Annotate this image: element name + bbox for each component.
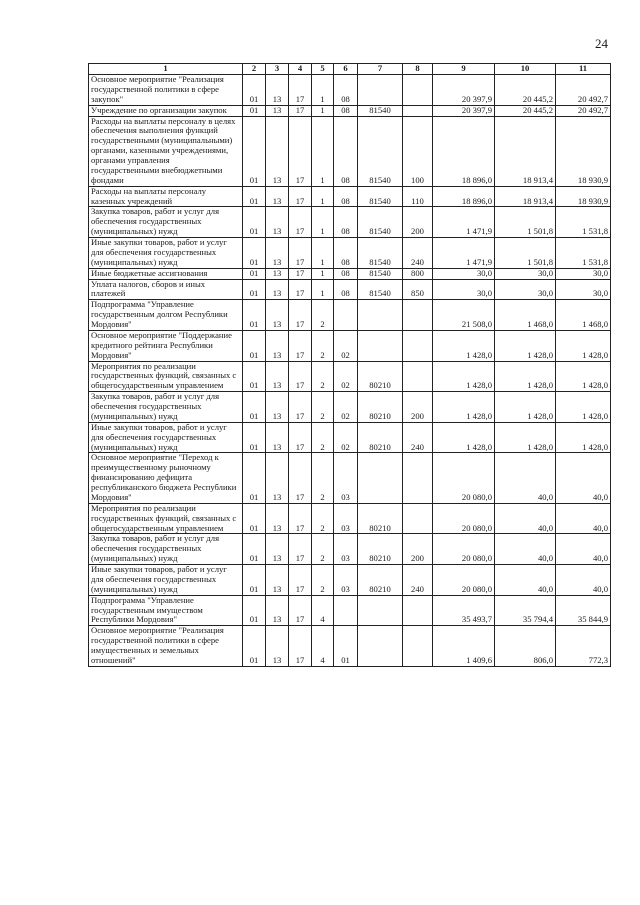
page-number: 24	[595, 36, 608, 51]
row-name-cell: Мероприятия по реализации государственных функций, связанных с общегосударственным управлением	[89, 361, 243, 392]
row-name-cell: Иные закупки товаров, работ и услуг для обеспечения государственных (муниципальных) нужд	[89, 422, 243, 453]
kbk-measure-cell: 08	[334, 268, 358, 279]
kbk-expense-type-cell	[403, 503, 433, 534]
amount-year-2-cell: 1 468,0	[495, 300, 556, 331]
row-name-cell: Иные закупки товаров, работ и услуг для обеспечения государственных (муниципальных) нужд	[89, 565, 243, 596]
amount-year-3-cell: 18 930,9	[556, 116, 611, 186]
amount-year-2-cell: 40,0	[495, 503, 556, 534]
kbk-direction-cell: 80210	[358, 503, 403, 534]
amount-year-3-cell: 1 428,0	[556, 361, 611, 392]
kbk-section-cell: 01	[243, 330, 266, 361]
kbk-direction-cell	[358, 626, 403, 667]
amount-year-3-cell: 1 428,0	[556, 392, 611, 423]
kbk-direction-cell: 80210	[358, 422, 403, 453]
kbk-subprogram-cell: 1	[312, 75, 334, 106]
row-name-cell: Иные бюджетные ассигнования	[89, 268, 243, 279]
amount-year-1-cell: 1 471,9	[433, 238, 495, 269]
amount-year-1-cell: 20 080,0	[433, 503, 495, 534]
kbk-section-cell: 01	[243, 238, 266, 269]
kbk-direction-cell: 80210	[358, 361, 403, 392]
amount-year-3-cell: 40,0	[556, 453, 611, 503]
amount-year-3-cell: 1 531,8	[556, 238, 611, 269]
kbk-program-cell: 17	[289, 453, 312, 503]
kbk-expense-type-cell: 240	[403, 238, 433, 269]
amount-year-1-cell: 1 428,0	[433, 361, 495, 392]
row-name-cell: Подпрограмма "Управление государственным долгом Республики Мордовия"	[89, 300, 243, 331]
kbk-subsection-cell: 13	[266, 361, 289, 392]
kbk-program-cell: 17	[289, 116, 312, 186]
kbk-expense-type-cell	[403, 330, 433, 361]
kbk-section-cell: 01	[243, 534, 266, 565]
kbk-expense-type-cell	[403, 105, 433, 116]
amount-year-2-cell: 1 501,8	[495, 238, 556, 269]
table-row	[89, 392, 611, 423]
amount-year-1-cell: 21 508,0	[433, 300, 495, 331]
amount-year-2-cell: 1 428,0	[495, 392, 556, 423]
row-name-cell: Расходы на выплаты персоналу в целях обеспечения выполнения функций государственными (муниципальными) органами, казенными учреждениями, органами управления государственными внебюджетными фондами	[89, 116, 243, 186]
column-header: 9	[433, 64, 495, 75]
amount-year-3-cell: 18 930,9	[556, 186, 611, 207]
kbk-subsection-cell: 13	[266, 453, 289, 503]
kbk-section-cell: 01	[243, 300, 266, 331]
kbk-subprogram-cell: 4	[312, 626, 334, 667]
row-name-cell: Учреждение по организации закупок	[89, 105, 243, 116]
kbk-subsection-cell: 13	[266, 186, 289, 207]
row-name-cell: Иные закупки товаров, работ и услуг для обеспечения государственных (муниципальных) нужд	[89, 238, 243, 269]
kbk-direction-cell: 80210	[358, 565, 403, 596]
kbk-expense-type-cell	[403, 595, 433, 626]
kbk-direction-cell: 80210	[358, 534, 403, 565]
kbk-program-cell: 17	[289, 595, 312, 626]
kbk-program-cell: 17	[289, 279, 312, 300]
amount-year-1-cell: 35 493,7	[433, 595, 495, 626]
kbk-subprogram-cell: 1	[312, 268, 334, 279]
kbk-expense-type-cell: 200	[403, 392, 433, 423]
kbk-measure-cell: 03	[334, 503, 358, 534]
table-row	[89, 105, 611, 116]
kbk-expense-type-cell: 240	[403, 565, 433, 596]
kbk-subprogram-cell: 1	[312, 186, 334, 207]
kbk-measure-cell: 02	[334, 392, 358, 423]
kbk-subprogram-cell: 1	[312, 238, 334, 269]
kbk-section-cell: 01	[243, 453, 266, 503]
table-row	[89, 534, 611, 565]
kbk-subsection-cell: 13	[266, 75, 289, 106]
kbk-subsection-cell: 13	[266, 116, 289, 186]
kbk-measure-cell: 02	[334, 422, 358, 453]
table-row	[89, 268, 611, 279]
amount-year-2-cell: 806,0	[495, 626, 556, 667]
kbk-subprogram-cell: 2	[312, 534, 334, 565]
kbk-subprogram-cell: 4	[312, 595, 334, 626]
column-header: 10	[495, 64, 556, 75]
kbk-subprogram-cell: 2	[312, 503, 334, 534]
kbk-expense-type-cell	[403, 75, 433, 106]
kbk-measure-cell: 08	[334, 207, 358, 238]
amount-year-1-cell: 1 471,9	[433, 207, 495, 238]
kbk-program-cell: 17	[289, 186, 312, 207]
kbk-subsection-cell: 13	[266, 330, 289, 361]
amount-year-3-cell: 30,0	[556, 268, 611, 279]
kbk-section-cell: 01	[243, 186, 266, 207]
kbk-expense-type-cell	[403, 300, 433, 331]
amount-year-2-cell: 20 445,2	[495, 105, 556, 116]
kbk-program-cell: 17	[289, 422, 312, 453]
kbk-subsection-cell: 13	[266, 565, 289, 596]
table-row	[89, 116, 611, 186]
kbk-section-cell: 01	[243, 105, 266, 116]
kbk-subprogram-cell: 1	[312, 105, 334, 116]
table-row	[89, 238, 611, 269]
amount-year-1-cell: 20 080,0	[433, 453, 495, 503]
kbk-subsection-cell: 13	[266, 503, 289, 534]
kbk-program-cell: 17	[289, 626, 312, 667]
kbk-direction-cell	[358, 300, 403, 331]
kbk-subsection-cell: 13	[266, 105, 289, 116]
kbk-program-cell: 17	[289, 330, 312, 361]
kbk-measure-cell	[334, 595, 358, 626]
kbk-direction-cell: 81540	[358, 268, 403, 279]
kbk-program-cell: 17	[289, 300, 312, 331]
row-name-cell: Мероприятия по реализации государственных функций, связанных с общегосударственным управлением	[89, 503, 243, 534]
amount-year-1-cell: 18 896,0	[433, 186, 495, 207]
kbk-direction-cell: 81540	[358, 116, 403, 186]
table-row	[89, 422, 611, 453]
column-header: 3	[266, 64, 289, 75]
kbk-subsection-cell: 13	[266, 392, 289, 423]
row-name-cell: Закупка товаров, работ и услуг для обеспечения государственных (муниципальных) нужд	[89, 534, 243, 565]
kbk-subsection-cell: 13	[266, 207, 289, 238]
row-name-cell: Подпрограмма "Управление государственным имуществом Республики Мордовия"	[89, 595, 243, 626]
amount-year-3-cell: 40,0	[556, 565, 611, 596]
amount-year-2-cell: 18 913,4	[495, 186, 556, 207]
amount-year-3-cell: 772,3	[556, 626, 611, 667]
kbk-section-cell: 01	[243, 503, 266, 534]
kbk-measure-cell: 08	[334, 238, 358, 269]
table-row	[89, 75, 611, 106]
table-row	[89, 453, 611, 503]
table-row	[89, 565, 611, 596]
column-header: 7	[358, 64, 403, 75]
kbk-direction-cell	[358, 453, 403, 503]
row-name-cell: Основное мероприятие "Реализация государственной политики в сфере закупок"	[89, 75, 243, 106]
amount-year-2-cell: 1 428,0	[495, 330, 556, 361]
column-header: 8	[403, 64, 433, 75]
table-row	[89, 595, 611, 626]
kbk-expense-type-cell: 200	[403, 207, 433, 238]
kbk-direction-cell: 80210	[358, 392, 403, 423]
table-row	[89, 300, 611, 331]
kbk-section-cell: 01	[243, 116, 266, 186]
kbk-direction-cell	[358, 75, 403, 106]
column-header: 1	[89, 64, 243, 75]
row-name-cell: Основное мероприятие "Реализация государственной политики в сфере имущественных и земельных отношений"	[89, 626, 243, 667]
amount-year-2-cell: 18 913,4	[495, 116, 556, 186]
table-row	[89, 279, 611, 300]
table-row	[89, 626, 611, 667]
kbk-subsection-cell: 13	[266, 279, 289, 300]
kbk-section-cell: 01	[243, 361, 266, 392]
kbk-direction-cell: 81540	[358, 207, 403, 238]
kbk-program-cell: 17	[289, 238, 312, 269]
kbk-subprogram-cell: 2	[312, 392, 334, 423]
kbk-program-cell: 17	[289, 207, 312, 238]
row-name-cell: Закупка товаров, работ и услуг для обеспечения государственных (муниципальных) нужд	[89, 207, 243, 238]
kbk-program-cell: 17	[289, 534, 312, 565]
amount-year-1-cell: 1 428,0	[433, 392, 495, 423]
kbk-program-cell: 17	[289, 361, 312, 392]
kbk-expense-type-cell: 100	[403, 116, 433, 186]
row-name-cell: Расходы на выплаты персоналу казенных учреждений	[89, 186, 243, 207]
column-header: 4	[289, 64, 312, 75]
kbk-measure-cell: 01	[334, 626, 358, 667]
kbk-program-cell: 17	[289, 268, 312, 279]
kbk-expense-type-cell	[403, 361, 433, 392]
kbk-expense-type-cell: 800	[403, 268, 433, 279]
amount-year-2-cell: 40,0	[495, 534, 556, 565]
kbk-program-cell: 17	[289, 75, 312, 106]
kbk-measure-cell: 02	[334, 361, 358, 392]
amount-year-2-cell: 40,0	[495, 453, 556, 503]
kbk-section-cell: 01	[243, 268, 266, 279]
kbk-expense-type-cell: 110	[403, 186, 433, 207]
table-row	[89, 207, 611, 238]
kbk-subsection-cell: 13	[266, 626, 289, 667]
amount-year-1-cell: 30,0	[433, 268, 495, 279]
kbk-measure-cell: 08	[334, 75, 358, 106]
amount-year-2-cell: 35 794,4	[495, 595, 556, 626]
amount-year-3-cell: 40,0	[556, 534, 611, 565]
amount-year-2-cell: 1 428,0	[495, 422, 556, 453]
amount-year-1-cell: 1 428,0	[433, 330, 495, 361]
kbk-expense-type-cell: 850	[403, 279, 433, 300]
kbk-section-cell: 01	[243, 279, 266, 300]
kbk-subsection-cell: 13	[266, 422, 289, 453]
kbk-subsection-cell: 13	[266, 300, 289, 331]
kbk-section-cell: 01	[243, 422, 266, 453]
column-header: 5	[312, 64, 334, 75]
kbk-subsection-cell: 13	[266, 534, 289, 565]
kbk-program-cell: 17	[289, 105, 312, 116]
amount-year-1-cell: 20 397,9	[433, 75, 495, 106]
amount-year-1-cell: 1 428,0	[433, 422, 495, 453]
amount-year-2-cell: 20 445,2	[495, 75, 556, 106]
kbk-direction-cell	[358, 595, 403, 626]
kbk-measure-cell: 08	[334, 186, 358, 207]
amount-year-3-cell: 1 531,8	[556, 207, 611, 238]
kbk-subprogram-cell: 2	[312, 300, 334, 331]
amount-year-1-cell: 18 896,0	[433, 116, 495, 186]
row-name-cell: Уплата налогов, сборов и иных платежей	[89, 279, 243, 300]
kbk-subprogram-cell: 2	[312, 422, 334, 453]
kbk-direction-cell: 81540	[358, 279, 403, 300]
column-header: 2	[243, 64, 266, 75]
kbk-subprogram-cell: 1	[312, 116, 334, 186]
kbk-section-cell: 01	[243, 75, 266, 106]
kbk-program-cell: 17	[289, 392, 312, 423]
kbk-subsection-cell: 13	[266, 595, 289, 626]
kbk-direction-cell: 81540	[358, 238, 403, 269]
row-name-cell: Основное мероприятие "Переход к преимущественному рыночному финансированию дефицита республиканского бюджета Республики Мордовия"	[89, 453, 243, 503]
amount-year-3-cell: 1 428,0	[556, 330, 611, 361]
kbk-direction-cell	[358, 330, 403, 361]
amount-year-3-cell: 40,0	[556, 503, 611, 534]
row-name-cell: Основное мероприятие "Поддержание кредитного рейтинга Республики Мордовия"	[89, 330, 243, 361]
amount-year-3-cell: 20 492,7	[556, 105, 611, 116]
kbk-measure-cell: 08	[334, 279, 358, 300]
kbk-subprogram-cell: 1	[312, 207, 334, 238]
kbk-subsection-cell: 13	[266, 238, 289, 269]
kbk-subprogram-cell: 2	[312, 453, 334, 503]
amount-year-1-cell: 20 397,9	[433, 105, 495, 116]
amount-year-3-cell: 1 428,0	[556, 422, 611, 453]
amount-year-2-cell: 30,0	[495, 279, 556, 300]
kbk-expense-type-cell	[403, 626, 433, 667]
kbk-subsection-cell: 13	[266, 268, 289, 279]
kbk-section-cell: 01	[243, 565, 266, 596]
kbk-measure-cell: 03	[334, 534, 358, 565]
amount-year-1-cell: 20 080,0	[433, 534, 495, 565]
table-row	[89, 186, 611, 207]
amount-year-2-cell: 1 501,8	[495, 207, 556, 238]
kbk-measure-cell: 08	[334, 105, 358, 116]
kbk-subprogram-cell: 1	[312, 279, 334, 300]
amount-year-3-cell: 30,0	[556, 279, 611, 300]
amount-year-2-cell: 40,0	[495, 565, 556, 596]
amount-year-3-cell: 35 844,9	[556, 595, 611, 626]
kbk-direction-cell: 81540	[358, 105, 403, 116]
budget-table	[88, 63, 611, 667]
kbk-program-cell: 17	[289, 565, 312, 596]
column-header: 6	[334, 64, 358, 75]
kbk-measure-cell	[334, 300, 358, 331]
kbk-section-cell: 01	[243, 626, 266, 667]
kbk-section-cell: 01	[243, 392, 266, 423]
kbk-section-cell: 01	[243, 207, 266, 238]
table-row	[89, 330, 611, 361]
kbk-expense-type-cell: 240	[403, 422, 433, 453]
amount-year-1-cell: 30,0	[433, 279, 495, 300]
table-row	[89, 361, 611, 392]
kbk-expense-type-cell	[403, 453, 433, 503]
kbk-section-cell: 01	[243, 595, 266, 626]
kbk-program-cell: 17	[289, 503, 312, 534]
kbk-direction-cell: 81540	[358, 186, 403, 207]
kbk-measure-cell: 08	[334, 116, 358, 186]
kbk-subprogram-cell: 2	[312, 361, 334, 392]
kbk-subprogram-cell: 2	[312, 330, 334, 361]
kbk-subprogram-cell: 2	[312, 565, 334, 596]
row-name-cell: Закупка товаров, работ и услуг для обеспечения государственных (муниципальных) нужд	[89, 392, 243, 423]
amount-year-2-cell: 1 428,0	[495, 361, 556, 392]
amount-year-3-cell: 20 492,7	[556, 75, 611, 106]
table-header-row	[89, 64, 611, 75]
kbk-expense-type-cell: 200	[403, 534, 433, 565]
table-row	[89, 503, 611, 534]
kbk-measure-cell: 03	[334, 453, 358, 503]
amount-year-2-cell: 30,0	[495, 268, 556, 279]
amount-year-1-cell: 1 409,6	[433, 626, 495, 667]
column-header: 11	[556, 64, 611, 75]
amount-year-3-cell: 1 468,0	[556, 300, 611, 331]
kbk-measure-cell: 03	[334, 565, 358, 596]
amount-year-1-cell: 20 080,0	[433, 565, 495, 596]
kbk-measure-cell: 02	[334, 330, 358, 361]
